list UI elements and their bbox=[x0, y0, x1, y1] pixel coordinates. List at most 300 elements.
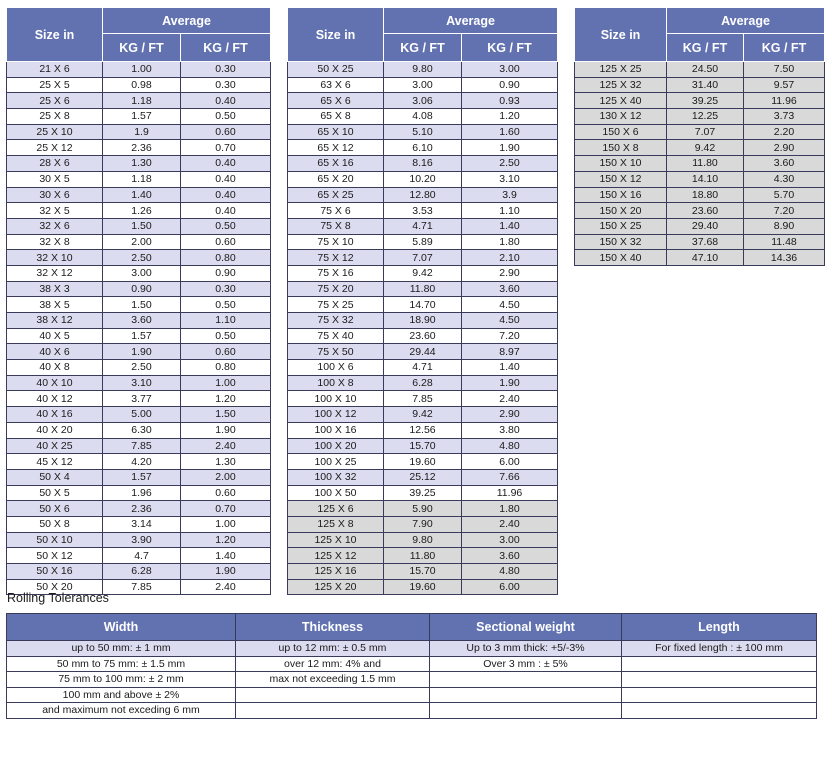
table-row bbox=[288, 407, 558, 423]
size-cell: 125 X 25 bbox=[575, 62, 667, 78]
kg-ft-cell-2: 1.40 bbox=[462, 218, 558, 234]
rolling-tolerances-title: Rolling Tolerances bbox=[7, 591, 109, 605]
table-row bbox=[288, 156, 558, 172]
size-cell: 65 X 10 bbox=[288, 124, 384, 140]
kg-ft-cell: 23.60 bbox=[667, 203, 744, 219]
kg-ft-cell: 39.25 bbox=[667, 93, 744, 109]
kg-ft-cell: 3.77 bbox=[103, 391, 181, 407]
size-cell: 150 X 32 bbox=[575, 234, 667, 250]
kg-ft-cell-2: 1.10 bbox=[462, 203, 558, 219]
table-1-body bbox=[7, 62, 271, 595]
kg-ft-cell: 3.10 bbox=[103, 375, 181, 391]
size-header: Size in bbox=[288, 8, 384, 62]
kg-ft-cell: 9.42 bbox=[667, 140, 744, 156]
size-cell: 50 X 16 bbox=[7, 564, 103, 580]
size-cell: 65 X 25 bbox=[288, 187, 384, 203]
kg-ft-cell: 10.20 bbox=[384, 171, 462, 187]
table-row bbox=[7, 203, 271, 219]
kg-ft-cell-2: 8.90 bbox=[744, 218, 825, 234]
kg-ft-cell-2: 4.30 bbox=[744, 171, 825, 187]
kg-ft-cell: 2.50 bbox=[103, 250, 181, 266]
kg-ft-cell-2: 0.60 bbox=[181, 485, 271, 501]
kg-ft-cell: 39.25 bbox=[384, 485, 462, 501]
kg-ft-cell: 0.98 bbox=[103, 77, 181, 93]
kg-ft-cell: 24.50 bbox=[667, 62, 744, 78]
weight-table-3 bbox=[574, 7, 825, 266]
kg-ft-header: KG / FT bbox=[384, 34, 462, 62]
size-cell: 50 X 20 bbox=[7, 579, 103, 595]
size-header: Size in bbox=[575, 8, 667, 62]
table-row bbox=[7, 281, 271, 297]
table-row bbox=[7, 265, 271, 281]
tolerance-cell bbox=[430, 687, 622, 703]
kg-ft-cell-2: 0.30 bbox=[181, 281, 271, 297]
size-cell: 150 X 12 bbox=[575, 171, 667, 187]
table-row bbox=[7, 422, 271, 438]
tolerance-cell: 75 mm to 100 mm: ± 2 mm bbox=[7, 672, 236, 688]
size-cell: 75 X 12 bbox=[288, 250, 384, 266]
table-row bbox=[575, 218, 825, 234]
kg-ft-cell-2: 11.96 bbox=[744, 93, 825, 109]
size-cell: 130 X 12 bbox=[575, 109, 667, 125]
size-cell: 75 X 20 bbox=[288, 281, 384, 297]
size-cell: 100 X 8 bbox=[288, 375, 384, 391]
kg-ft-header: KG / FT bbox=[103, 34, 181, 62]
size-cell: 25 X 6 bbox=[7, 93, 103, 109]
size-cell: 32 X 6 bbox=[7, 218, 103, 234]
kg-ft-cell: 1.96 bbox=[103, 485, 181, 501]
kg-ft-cell-2: 1.20 bbox=[462, 109, 558, 125]
kg-ft-cell: 1.40 bbox=[103, 187, 181, 203]
kg-ft-cell-2: 2.90 bbox=[744, 140, 825, 156]
kg-ft-cell: 6.28 bbox=[384, 375, 462, 391]
kg-ft-cell: 9.80 bbox=[384, 532, 462, 548]
kg-ft-cell: 1.57 bbox=[103, 109, 181, 125]
sectional-weight-header: Sectional weight bbox=[430, 614, 622, 641]
kg-ft-cell-2: 0.90 bbox=[462, 77, 558, 93]
kg-ft-cell-2: 1.80 bbox=[462, 501, 558, 517]
kg-ft-cell-2: 3.60 bbox=[462, 281, 558, 297]
kg-ft-cell-2: 4.50 bbox=[462, 313, 558, 329]
kg-ft-cell: 29.40 bbox=[667, 218, 744, 234]
kg-ft-cell-2: 3.60 bbox=[462, 548, 558, 564]
size-cell: 150 X 8 bbox=[575, 140, 667, 156]
tolerance-row bbox=[7, 641, 817, 657]
size-cell: 30 X 6 bbox=[7, 187, 103, 203]
kg-ft-cell: 15.70 bbox=[384, 564, 462, 580]
kg-ft-cell-2: 6.00 bbox=[462, 454, 558, 470]
table-row bbox=[288, 187, 558, 203]
kg-ft-cell: 6.10 bbox=[384, 140, 462, 156]
table-row bbox=[575, 62, 825, 78]
table-row bbox=[7, 485, 271, 501]
kg-ft-cell: 5.10 bbox=[384, 124, 462, 140]
kg-ft-cell-2: 2.20 bbox=[744, 124, 825, 140]
tolerance-row bbox=[7, 687, 817, 703]
kg-ft-cell-2: 0.40 bbox=[181, 156, 271, 172]
kg-ft-cell: 1.57 bbox=[103, 469, 181, 485]
table-row bbox=[7, 532, 271, 548]
kg-ft-cell-2: 1.20 bbox=[181, 532, 271, 548]
table-row bbox=[288, 250, 558, 266]
kg-ft-cell: 12.56 bbox=[384, 422, 462, 438]
table-row bbox=[7, 391, 271, 407]
kg-ft-cell-2: 2.90 bbox=[462, 407, 558, 423]
size-cell: 125 X 32 bbox=[575, 77, 667, 93]
table-row bbox=[288, 297, 558, 313]
kg-ft-cell: 2.00 bbox=[103, 234, 181, 250]
table-row bbox=[7, 501, 271, 517]
kg-ft-cell: 7.07 bbox=[667, 124, 744, 140]
table-row bbox=[288, 203, 558, 219]
size-cell: 150 X 6 bbox=[575, 124, 667, 140]
size-cell: 32 X 5 bbox=[7, 203, 103, 219]
kg-ft-header-2: KG / FT bbox=[181, 34, 271, 62]
table-row bbox=[288, 344, 558, 360]
kg-ft-header: KG / FT bbox=[667, 34, 744, 62]
kg-ft-cell-2: 3.60 bbox=[744, 156, 825, 172]
size-cell: 100 X 12 bbox=[288, 407, 384, 423]
table-row bbox=[288, 77, 558, 93]
tolerance-cell bbox=[430, 672, 622, 688]
kg-ft-cell-2: 0.50 bbox=[181, 109, 271, 125]
kg-ft-cell: 0.90 bbox=[103, 281, 181, 297]
table-row bbox=[7, 407, 271, 423]
size-cell: 150 X 25 bbox=[575, 218, 667, 234]
size-cell: 32 X 10 bbox=[7, 250, 103, 266]
kg-ft-cell: 3.60 bbox=[103, 313, 181, 329]
table-row bbox=[575, 171, 825, 187]
size-cell: 100 X 32 bbox=[288, 469, 384, 485]
kg-ft-cell: 4.08 bbox=[384, 109, 462, 125]
kg-ft-cell-2: 1.00 bbox=[181, 375, 271, 391]
table-row bbox=[288, 218, 558, 234]
size-cell: 40 X 20 bbox=[7, 422, 103, 438]
size-cell: 21 X 6 bbox=[7, 62, 103, 78]
size-cell: 125 X 20 bbox=[288, 579, 384, 595]
table-row bbox=[288, 281, 558, 297]
tolerance-cell bbox=[236, 687, 430, 703]
size-cell: 50 X 8 bbox=[7, 516, 103, 532]
size-cell: 40 X 10 bbox=[7, 375, 103, 391]
size-cell: 65 X 8 bbox=[288, 109, 384, 125]
size-cell: 125 X 40 bbox=[575, 93, 667, 109]
kg-ft-cell-2: 3.80 bbox=[462, 422, 558, 438]
kg-ft-cell: 2.36 bbox=[103, 501, 181, 517]
table-row bbox=[288, 124, 558, 140]
kg-ft-cell-2: 4.80 bbox=[462, 564, 558, 580]
size-cell: 65 X 16 bbox=[288, 156, 384, 172]
table-row bbox=[288, 579, 558, 595]
kg-ft-cell: 11.80 bbox=[667, 156, 744, 172]
table-row bbox=[288, 328, 558, 344]
kg-ft-cell: 7.90 bbox=[384, 516, 462, 532]
table-row bbox=[7, 548, 271, 564]
kg-ft-cell-2: 1.30 bbox=[181, 454, 271, 470]
length-header: Length bbox=[622, 614, 817, 641]
tolerance-cell bbox=[236, 703, 430, 719]
kg-ft-cell-2: 3.00 bbox=[462, 532, 558, 548]
size-cell: 63 X 6 bbox=[288, 77, 384, 93]
kg-ft-cell: 12.80 bbox=[384, 187, 462, 203]
kg-ft-cell-2: 0.60 bbox=[181, 234, 271, 250]
rolling-tolerances-table bbox=[6, 613, 817, 719]
kg-ft-cell: 18.80 bbox=[667, 187, 744, 203]
kg-ft-cell-2: 0.30 bbox=[181, 77, 271, 93]
size-cell: 65 X 20 bbox=[288, 171, 384, 187]
kg-ft-cell-2: 1.10 bbox=[181, 313, 271, 329]
kg-ft-cell-2: 0.40 bbox=[181, 93, 271, 109]
table-row bbox=[575, 77, 825, 93]
kg-ft-cell: 15.70 bbox=[384, 438, 462, 454]
tolerance-cell bbox=[622, 656, 817, 672]
kg-ft-cell: 47.10 bbox=[667, 250, 744, 266]
size-cell: 25 X 10 bbox=[7, 124, 103, 140]
table-row bbox=[288, 438, 558, 454]
average-header: Average bbox=[103, 8, 271, 34]
size-cell: 150 X 40 bbox=[575, 250, 667, 266]
table-row bbox=[7, 140, 271, 156]
thickness-header: Thickness bbox=[236, 614, 430, 641]
table-row bbox=[7, 360, 271, 376]
kg-ft-cell: 7.85 bbox=[384, 391, 462, 407]
table-row bbox=[7, 156, 271, 172]
table-row bbox=[575, 203, 825, 219]
table-row bbox=[288, 391, 558, 407]
kg-ft-cell: 23.60 bbox=[384, 328, 462, 344]
table-row bbox=[7, 234, 271, 250]
tolerance-cell: over 12 mm: 4% and bbox=[236, 656, 430, 672]
size-cell: 100 X 25 bbox=[288, 454, 384, 470]
table-row bbox=[7, 344, 271, 360]
kg-ft-cell: 2.50 bbox=[103, 360, 181, 376]
kg-ft-cell: 1.50 bbox=[103, 218, 181, 234]
kg-ft-cell-2: 1.90 bbox=[462, 140, 558, 156]
kg-ft-cell: 14.70 bbox=[384, 297, 462, 313]
kg-ft-cell: 3.06 bbox=[384, 93, 462, 109]
size-cell: 50 X 10 bbox=[7, 532, 103, 548]
kg-ft-cell-2: 1.40 bbox=[181, 548, 271, 564]
kg-ft-cell: 7.07 bbox=[384, 250, 462, 266]
size-cell: 100 X 10 bbox=[288, 391, 384, 407]
size-cell: 75 X 32 bbox=[288, 313, 384, 329]
kg-ft-cell: 37.68 bbox=[667, 234, 744, 250]
kg-ft-cell-2: 0.50 bbox=[181, 297, 271, 313]
tolerance-cell: max not exceeding 1.5 mm bbox=[236, 672, 430, 688]
kg-ft-cell: 3.00 bbox=[384, 77, 462, 93]
kg-ft-cell-2: 2.00 bbox=[181, 469, 271, 485]
size-cell: 75 X 25 bbox=[288, 297, 384, 313]
tolerance-cell bbox=[430, 703, 622, 719]
table-row bbox=[288, 532, 558, 548]
size-cell: 125 X 8 bbox=[288, 516, 384, 532]
size-cell: 50 X 12 bbox=[7, 548, 103, 564]
table-row bbox=[288, 109, 558, 125]
table-row bbox=[7, 516, 271, 532]
kg-ft-cell: 3.14 bbox=[103, 516, 181, 532]
table-row bbox=[7, 218, 271, 234]
size-cell: 75 X 50 bbox=[288, 344, 384, 360]
table-row bbox=[7, 187, 271, 203]
kg-ft-cell-2: 0.50 bbox=[181, 218, 271, 234]
kg-ft-cell: 29.44 bbox=[384, 344, 462, 360]
table-row bbox=[288, 564, 558, 580]
size-cell: 50 X 6 bbox=[7, 501, 103, 517]
kg-ft-cell: 25.12 bbox=[384, 469, 462, 485]
table-row bbox=[575, 156, 825, 172]
kg-ft-cell-2: 0.40 bbox=[181, 171, 271, 187]
kg-ft-cell-2: 3.10 bbox=[462, 171, 558, 187]
size-cell: 50 X 25 bbox=[288, 62, 384, 78]
kg-ft-cell-2: 4.50 bbox=[462, 297, 558, 313]
tolerance-cell: up to 12 mm: ± 0.5 mm bbox=[236, 641, 430, 657]
kg-ft-cell: 3.90 bbox=[103, 532, 181, 548]
weight-table-2 bbox=[287, 7, 558, 595]
kg-ft-cell-2: 6.00 bbox=[462, 579, 558, 595]
table-row bbox=[7, 109, 271, 125]
table-row bbox=[7, 564, 271, 580]
kg-ft-cell: 11.80 bbox=[384, 281, 462, 297]
table-row bbox=[288, 360, 558, 376]
kg-ft-cell: 1.9 bbox=[103, 124, 181, 140]
size-cell: 100 X 50 bbox=[288, 485, 384, 501]
size-cell: 40 X 8 bbox=[7, 360, 103, 376]
table-row bbox=[575, 250, 825, 266]
table-row bbox=[7, 250, 271, 266]
kg-ft-cell-2: 0.80 bbox=[181, 250, 271, 266]
kg-ft-cell: 4.71 bbox=[384, 360, 462, 376]
table-row bbox=[575, 124, 825, 140]
tolerance-cell: For fixed length : ± 100 mm bbox=[622, 641, 817, 657]
size-cell: 125 X 16 bbox=[288, 564, 384, 580]
kg-ft-cell: 2.36 bbox=[103, 140, 181, 156]
tolerance-cell: 100 mm and above ± 2% bbox=[7, 687, 236, 703]
kg-ft-cell-2: 1.90 bbox=[181, 564, 271, 580]
kg-ft-cell: 1.26 bbox=[103, 203, 181, 219]
table-row bbox=[288, 485, 558, 501]
size-cell: 50 X 5 bbox=[7, 485, 103, 501]
average-header: Average bbox=[384, 8, 558, 34]
table-row bbox=[7, 454, 271, 470]
size-cell: 30 X 5 bbox=[7, 171, 103, 187]
kg-ft-cell-2: 7.20 bbox=[744, 203, 825, 219]
kg-ft-cell: 9.42 bbox=[384, 407, 462, 423]
kg-ft-cell: 5.89 bbox=[384, 234, 462, 250]
tolerance-row bbox=[7, 703, 817, 719]
kg-ft-cell-2: 0.90 bbox=[181, 265, 271, 281]
tolerances-body bbox=[7, 641, 817, 719]
kg-ft-cell-2: 2.40 bbox=[462, 391, 558, 407]
kg-ft-cell-2: 1.60 bbox=[462, 124, 558, 140]
table-2-body bbox=[288, 62, 558, 595]
kg-ft-cell-2: 1.00 bbox=[181, 516, 271, 532]
kg-ft-cell: 1.30 bbox=[103, 156, 181, 172]
kg-ft-cell: 19.60 bbox=[384, 454, 462, 470]
size-cell: 40 X 16 bbox=[7, 407, 103, 423]
size-cell: 65 X 6 bbox=[288, 93, 384, 109]
table-row bbox=[575, 93, 825, 109]
kg-ft-cell: 1.18 bbox=[103, 171, 181, 187]
kg-ft-cell-2: 4.80 bbox=[462, 438, 558, 454]
kg-ft-cell: 18.90 bbox=[384, 313, 462, 329]
kg-ft-cell-2: 3.73 bbox=[744, 109, 825, 125]
table-row bbox=[7, 375, 271, 391]
size-cell: 100 X 16 bbox=[288, 422, 384, 438]
size-cell: 45 X 12 bbox=[7, 454, 103, 470]
kg-ft-cell: 9.42 bbox=[384, 265, 462, 281]
size-cell: 32 X 12 bbox=[7, 265, 103, 281]
kg-ft-cell-2: 7.66 bbox=[462, 469, 558, 485]
table-row bbox=[575, 187, 825, 203]
kg-ft-cell: 7.85 bbox=[103, 438, 181, 454]
size-cell: 40 X 12 bbox=[7, 391, 103, 407]
kg-ft-cell-2: 0.40 bbox=[181, 203, 271, 219]
tolerance-cell: up to 50 mm: ± 1 mm bbox=[7, 641, 236, 657]
average-header: Average bbox=[667, 8, 825, 34]
table-row bbox=[288, 422, 558, 438]
table-row bbox=[575, 140, 825, 156]
kg-ft-cell-2: 14.36 bbox=[744, 250, 825, 266]
size-cell: 150 X 16 bbox=[575, 187, 667, 203]
tolerance-cell bbox=[622, 703, 817, 719]
table-row bbox=[288, 171, 558, 187]
table-row bbox=[7, 438, 271, 454]
kg-ft-cell: 14.10 bbox=[667, 171, 744, 187]
weight-table-1 bbox=[6, 7, 271, 595]
kg-ft-cell: 1.90 bbox=[103, 344, 181, 360]
kg-ft-cell: 1.50 bbox=[103, 297, 181, 313]
size-cell: 38 X 3 bbox=[7, 281, 103, 297]
kg-ft-cell-2: 0.60 bbox=[181, 124, 271, 140]
size-cell: 125 X 6 bbox=[288, 501, 384, 517]
kg-ft-cell: 3.53 bbox=[384, 203, 462, 219]
size-cell: 40 X 6 bbox=[7, 344, 103, 360]
size-cell: 40 X 5 bbox=[7, 328, 103, 344]
table-row bbox=[7, 469, 271, 485]
table-row bbox=[7, 124, 271, 140]
kg-ft-cell-2: 0.70 bbox=[181, 140, 271, 156]
kg-ft-cell-2: 0.30 bbox=[181, 62, 271, 78]
table-row bbox=[575, 234, 825, 250]
table-row bbox=[7, 62, 271, 78]
table-row bbox=[288, 548, 558, 564]
table-row bbox=[288, 93, 558, 109]
table-row bbox=[288, 234, 558, 250]
tolerance-cell bbox=[622, 687, 817, 703]
kg-ft-cell-2: 2.50 bbox=[462, 156, 558, 172]
kg-ft-cell-2: 2.10 bbox=[462, 250, 558, 266]
kg-ft-cell: 1.18 bbox=[103, 93, 181, 109]
kg-ft-cell: 5.00 bbox=[103, 407, 181, 423]
kg-ft-cell-2: 7.50 bbox=[744, 62, 825, 78]
kg-ft-cell-2: 0.80 bbox=[181, 360, 271, 376]
kg-ft-cell: 11.80 bbox=[384, 548, 462, 564]
kg-ft-cell-2: 2.90 bbox=[462, 265, 558, 281]
size-cell: 25 X 8 bbox=[7, 109, 103, 125]
tolerance-cell: 50 mm to 75 mm: ± 1.5 mm bbox=[7, 656, 236, 672]
table-row bbox=[7, 93, 271, 109]
table-row bbox=[7, 297, 271, 313]
kg-ft-cell-2: 2.40 bbox=[181, 438, 271, 454]
table-row bbox=[575, 109, 825, 125]
kg-ft-cell: 3.00 bbox=[103, 265, 181, 281]
kg-ft-cell-2: 1.90 bbox=[181, 422, 271, 438]
kg-ft-cell-2: 0.40 bbox=[181, 187, 271, 203]
kg-ft-cell-2: 1.40 bbox=[462, 360, 558, 376]
table-row bbox=[7, 313, 271, 329]
size-cell: 75 X 10 bbox=[288, 234, 384, 250]
kg-ft-header-2: KG / FT bbox=[744, 34, 825, 62]
